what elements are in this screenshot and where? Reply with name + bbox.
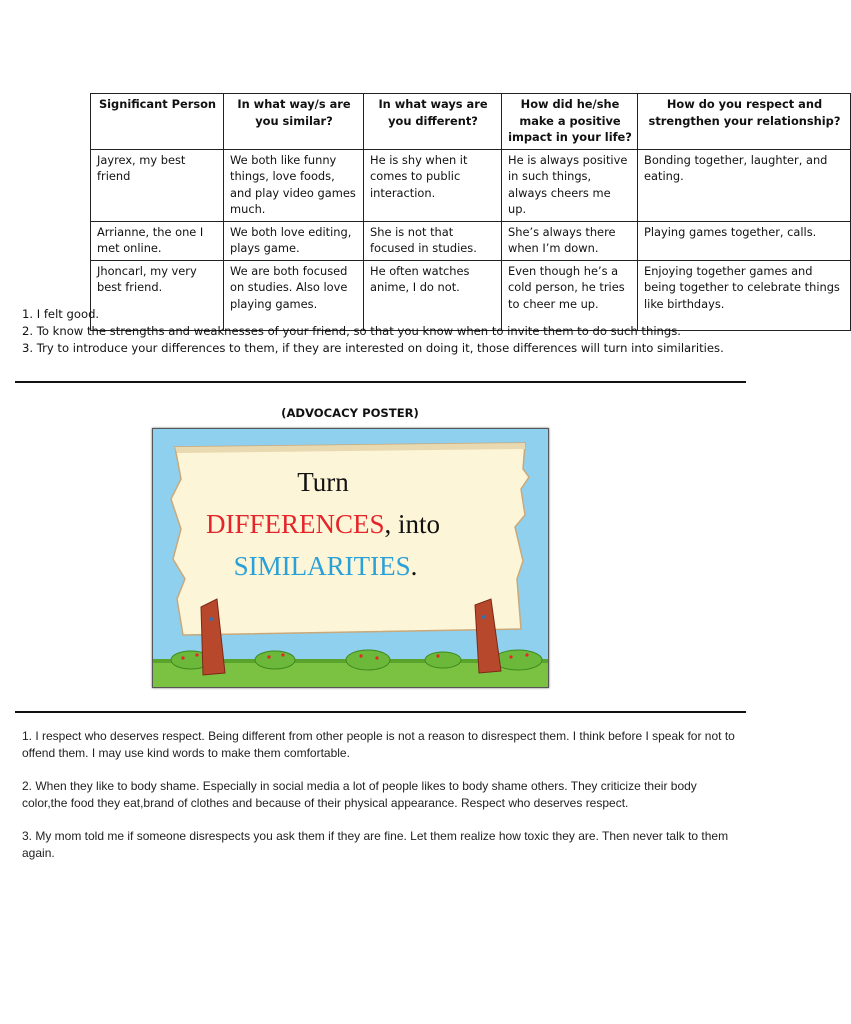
header-different: In what ways are you different? [364,94,502,150]
table-header-row [91,94,851,150]
poster-similarities: SIMILARITIES [233,551,411,581]
table-cell: We both like funny things, love foods, and play video games much. [224,149,364,221]
section-divider [15,381,746,383]
table-cell: Jayrex, my best friend [91,149,224,221]
answer-1: 1. I felt good. [22,307,100,321]
table-cell: He is shy when it comes to public interaction. [364,149,502,221]
paragraph-3: 3. My mom told me if someone disrespects you ask them if they are fine. Let them realize how toxic they are. Then never talk to them again. [22,829,729,860]
reflection-answers [22,306,752,357]
table-cell: He often watches anime, I do not. [364,260,502,330]
header-significant-person: Significant Person [91,94,224,150]
relationship-table [90,93,851,331]
respect-answers [22,728,742,878]
poster-line-2 [153,503,493,545]
poster-label: (ADVOCACY POSTER) [281,406,419,420]
table-row [91,149,851,221]
relationship-table-wrapper [90,93,841,331]
table-cell: Enjoying together games and being together to celebrate things like birthdays. [638,260,851,330]
header-similar: In what way/s are you similar? [224,94,364,150]
header-positive-impact: How did he/she make a positive impact in your life? [502,94,638,150]
table-cell: We both love editing, plays game. [224,221,364,260]
poster-line-1: Turn [297,467,349,497]
table-cell: He is always positive in such things, always cheers me up. [502,149,638,221]
paragraph-2: 2. When they like to body shame. Especially in social media a lot of people likes to body shame others. They criticize their body color,the food they eat,brand of clothes and because of their physical appearance. Respect who deserves respect. [22,779,697,810]
paragraph-1: 1. I respect who deserves respect. Being different from other people is not a reason to disrespect them. I think before I speak for not to offend them. I may use kind words to make them comfortable. [22,729,735,760]
table-cell: We are both focused on studies. Also love playing games. [224,260,364,330]
advocacy-poster [152,428,549,688]
poster-line-3 [153,545,498,587]
poster-period: . [410,551,418,581]
poster-differences: DIFFERENCES [205,509,385,539]
table-cell: Arrianne, the one I met online. [91,221,224,260]
table-row [91,221,851,260]
table-cell: She’s always there when I’m down. [502,221,638,260]
table-cell: She is not that focused in studies. [364,221,502,260]
table-cell: Bonding together, laughter, and eating. [638,149,851,221]
answer-3: 3. Try to introduce your differences to them, if they are interested on doing it, those differences will turn into similarities. [22,341,724,355]
header-respect-strengthen: How do you respect and strengthen your relationship? [638,94,851,150]
table-cell: Jhoncarl, my very best friend. [91,260,224,330]
table-cell: Even though he’s a cold person, he tries to cheer me up. [502,260,638,330]
poster-into: , into [384,509,441,539]
section-divider [15,711,746,713]
table-cell: Playing games together, calls. [638,221,851,260]
answer-2: 2. To know the strengths and weaknesses of your friend, so that you know when to invite them to do such things. [22,324,681,338]
